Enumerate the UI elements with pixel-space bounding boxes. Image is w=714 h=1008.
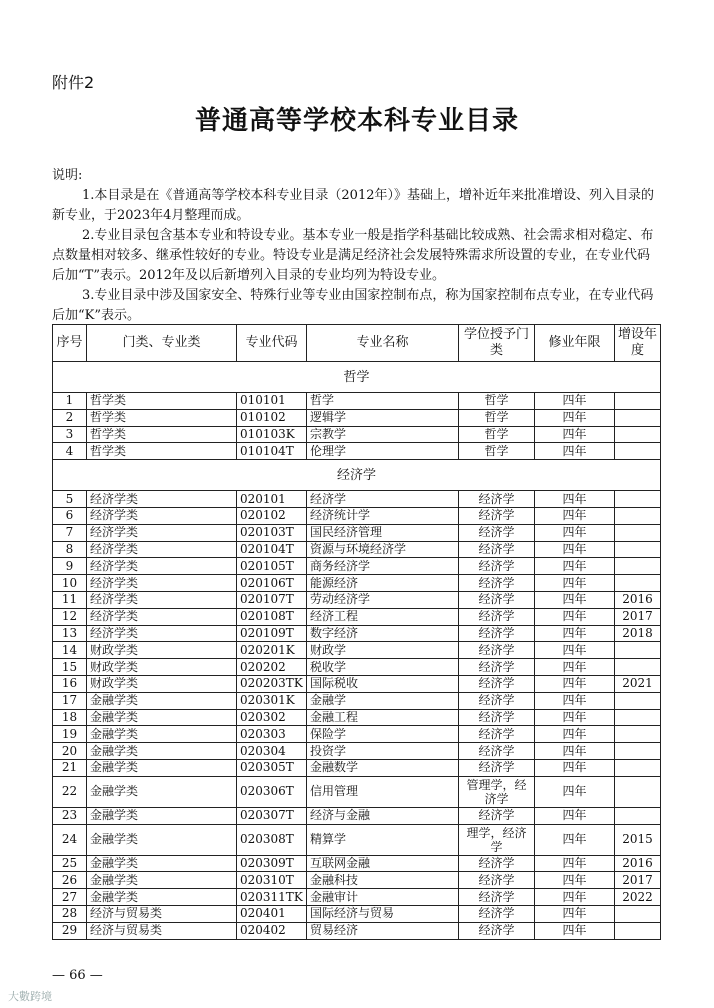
cell-category: 金融学类 <box>87 726 237 743</box>
table-row <box>53 824 661 855</box>
cell-category: 哲学类 <box>87 409 237 426</box>
cell-category: 金融学类 <box>87 776 237 807</box>
table-row <box>53 889 661 906</box>
cell-index: 22 <box>53 776 87 807</box>
table-row <box>53 507 661 524</box>
cell-degree: 经济学 <box>459 642 535 659</box>
group-row <box>53 460 661 491</box>
cell-year-added <box>615 541 661 558</box>
cell-degree: 经济学 <box>459 807 535 824</box>
cell-year-added <box>615 743 661 760</box>
cell-major-name: 经济与金融 <box>307 807 459 824</box>
header-code: 专业代码 <box>237 325 307 362</box>
cell-duration: 四年 <box>535 824 615 855</box>
cell-major-name: 资源与环境经济学 <box>307 541 459 558</box>
group-title: 哲学 <box>53 362 661 393</box>
cell-duration: 四年 <box>535 692 615 709</box>
cell-major-name: 金融审计 <box>307 889 459 906</box>
cell-index: 15 <box>53 659 87 676</box>
table-row <box>53 807 661 824</box>
cell-duration: 四年 <box>535 776 615 807</box>
cell-category: 财政学类 <box>87 659 237 676</box>
cell-duration: 四年 <box>535 807 615 824</box>
table-row <box>53 726 661 743</box>
cell-major-name: 互联网金融 <box>307 855 459 872</box>
cell-year-added: 2015 <box>615 824 661 855</box>
cell-major-name: 财政学 <box>307 642 459 659</box>
cell-index: 4 <box>53 443 87 460</box>
cell-year-added <box>615 558 661 575</box>
cell-year-added: 2016 <box>615 591 661 608</box>
cell-code: 020311TK <box>237 889 307 906</box>
cell-index: 1 <box>53 393 87 410</box>
cell-duration: 四年 <box>535 491 615 508</box>
cell-year-added <box>615 507 661 524</box>
cell-duration: 四年 <box>535 905 615 922</box>
table-row <box>53 743 661 760</box>
header-major-name: 专业名称 <box>307 325 459 362</box>
cell-code: 020106T <box>237 575 307 592</box>
cell-major-name: 经济工程 <box>307 608 459 625</box>
cell-index: 3 <box>53 426 87 443</box>
cell-major-name: 劳动经济学 <box>307 591 459 608</box>
cell-code: 020310T <box>237 872 307 889</box>
watermark: 大數跨境 <box>8 990 52 1003</box>
cell-major-name: 国际税收 <box>307 675 459 692</box>
cell-category: 经济学类 <box>87 558 237 575</box>
cell-category: 金融学类 <box>87 855 237 872</box>
cell-major-name: 国民经济管理 <box>307 524 459 541</box>
cell-category: 金融学类 <box>87 709 237 726</box>
cell-year-added <box>615 922 661 939</box>
cell-degree: 管理学，经济学 <box>459 776 535 807</box>
cell-code: 020202 <box>237 659 307 676</box>
table-row <box>53 675 661 692</box>
cell-index: 20 <box>53 743 87 760</box>
notes-section <box>52 166 662 326</box>
header-degree: 学位授予门类 <box>459 325 535 362</box>
note-item-2: 2.专业目录包含基本专业和特设专业。基本专业一般是指学科基础比较成熟、社会需求相对稳定、布点数量相对较多、继承性较好的专业。特设专业是满足经济社会发展特殊需求所设置的专业，在专业代码后加“T”表示。2012年及以后新增列入目录的专业均列为特设专业。 <box>52 228 654 283</box>
cell-code: 010102 <box>237 409 307 426</box>
table-row <box>53 905 661 922</box>
cell-degree: 经济学 <box>459 608 535 625</box>
cell-category: 哲学类 <box>87 393 237 410</box>
cell-index: 9 <box>53 558 87 575</box>
cell-year-added: 2016 <box>615 855 661 872</box>
cell-year-added <box>615 393 661 410</box>
cell-duration: 四年 <box>535 659 615 676</box>
cell-duration: 四年 <box>535 889 615 906</box>
cell-category: 经济与贸易类 <box>87 905 237 922</box>
cell-degree: 哲学 <box>459 409 535 426</box>
table-body <box>53 362 661 940</box>
cell-code: 020201K <box>237 642 307 659</box>
cell-code: 020302 <box>237 709 307 726</box>
cell-duration: 四年 <box>535 625 615 642</box>
cell-year-added <box>615 759 661 776</box>
cell-category: 财政学类 <box>87 675 237 692</box>
cell-major-name: 金融学 <box>307 692 459 709</box>
cell-category: 金融学类 <box>87 824 237 855</box>
cell-degree: 经济学 <box>459 491 535 508</box>
cell-duration: 四年 <box>535 922 615 939</box>
cell-index: 6 <box>53 507 87 524</box>
cell-index: 12 <box>53 608 87 625</box>
cell-code: 020306T <box>237 776 307 807</box>
cell-year-added: 2021 <box>615 675 661 692</box>
cell-duration: 四年 <box>535 726 615 743</box>
cell-code: 020305T <box>237 759 307 776</box>
table-row <box>53 541 661 558</box>
cell-index: 11 <box>53 591 87 608</box>
table-row <box>53 872 661 889</box>
cell-major-name: 经济学 <box>307 491 459 508</box>
cell-duration: 四年 <box>535 443 615 460</box>
cell-degree: 哲学 <box>459 393 535 410</box>
cell-degree: 经济学 <box>459 675 535 692</box>
cell-major-name: 金融科技 <box>307 872 459 889</box>
cell-category: 经济学类 <box>87 507 237 524</box>
table-row <box>53 855 661 872</box>
cell-major-name: 金融数学 <box>307 759 459 776</box>
cell-duration: 四年 <box>535 409 615 426</box>
cell-degree: 经济学 <box>459 575 535 592</box>
header-index: 序号 <box>53 325 87 362</box>
table-row <box>53 625 661 642</box>
table-row <box>53 922 661 939</box>
cell-year-added <box>615 905 661 922</box>
cell-degree: 经济学 <box>459 591 535 608</box>
cell-year-added <box>615 575 661 592</box>
cell-category: 哲学类 <box>87 426 237 443</box>
cell-degree: 哲学 <box>459 426 535 443</box>
cell-category: 金融学类 <box>87 759 237 776</box>
cell-major-name: 保险学 <box>307 726 459 743</box>
cell-index: 28 <box>53 905 87 922</box>
cell-code: 020107T <box>237 591 307 608</box>
cell-code: 010104T <box>237 443 307 460</box>
header-duration: 修业年限 <box>535 325 615 362</box>
cell-index: 13 <box>53 625 87 642</box>
cell-major-name: 宗教学 <box>307 426 459 443</box>
cell-index: 14 <box>53 642 87 659</box>
table-row <box>53 608 661 625</box>
cell-index: 5 <box>53 491 87 508</box>
cell-code: 020304 <box>237 743 307 760</box>
cell-category: 金融学类 <box>87 872 237 889</box>
group-row <box>53 362 661 393</box>
cell-code: 010103K <box>237 426 307 443</box>
table-row <box>53 759 661 776</box>
cell-duration: 四年 <box>535 642 615 659</box>
cell-major-name: 信用管理 <box>307 776 459 807</box>
table-row <box>53 426 661 443</box>
cell-degree: 经济学 <box>459 905 535 922</box>
cell-year-added <box>615 491 661 508</box>
cell-major-name: 数字经济 <box>307 625 459 642</box>
cell-year-added: 2022 <box>615 889 661 906</box>
cell-year-added <box>615 659 661 676</box>
cell-year-added <box>615 776 661 807</box>
cell-index: 25 <box>53 855 87 872</box>
notes-heading: 说明: <box>52 168 83 183</box>
cell-degree: 经济学 <box>459 524 535 541</box>
cell-code: 020109T <box>237 625 307 642</box>
cell-duration: 四年 <box>535 558 615 575</box>
cell-code: 020308T <box>237 824 307 855</box>
cell-degree: 经济学 <box>459 709 535 726</box>
cell-year-added <box>615 642 661 659</box>
cell-code: 020309T <box>237 855 307 872</box>
header-year-added: 增设年度 <box>615 325 661 362</box>
cell-major-name: 贸易经济 <box>307 922 459 939</box>
cell-code: 020101 <box>237 491 307 508</box>
cell-degree: 经济学 <box>459 743 535 760</box>
table-row <box>53 558 661 575</box>
cell-major-name: 哲学 <box>307 393 459 410</box>
cell-index: 16 <box>53 675 87 692</box>
cell-code: 020402 <box>237 922 307 939</box>
cell-year-added <box>615 709 661 726</box>
cell-index: 26 <box>53 872 87 889</box>
cell-category: 经济学类 <box>87 591 237 608</box>
cell-code: 020105T <box>237 558 307 575</box>
cell-code: 020104T <box>237 541 307 558</box>
cell-category: 经济学类 <box>87 608 237 625</box>
cell-degree: 经济学 <box>459 507 535 524</box>
table-header-row <box>53 325 661 362</box>
cell-index: 8 <box>53 541 87 558</box>
cell-major-name: 经济统计学 <box>307 507 459 524</box>
cell-index: 29 <box>53 922 87 939</box>
page-title: 普通高等学校本科专业目录 <box>194 106 519 136</box>
cell-year-added <box>615 426 661 443</box>
cell-code: 020307T <box>237 807 307 824</box>
cell-code: 020108T <box>237 608 307 625</box>
cell-degree: 经济学 <box>459 759 535 776</box>
cell-degree: 经济学 <box>459 922 535 939</box>
cell-category: 哲学类 <box>87 443 237 460</box>
cell-category: 金融学类 <box>87 692 237 709</box>
cell-major-name: 投资学 <box>307 743 459 760</box>
cell-duration: 四年 <box>535 541 615 558</box>
cell-major-name: 伦理学 <box>307 443 459 460</box>
cell-code: 020203TK <box>237 675 307 692</box>
cell-duration: 四年 <box>535 855 615 872</box>
cell-degree: 经济学 <box>459 726 535 743</box>
cell-index: 7 <box>53 524 87 541</box>
cell-index: 2 <box>53 409 87 426</box>
cell-major-name: 国际经济与贸易 <box>307 905 459 922</box>
cell-year-added: 2017 <box>615 608 661 625</box>
cell-degree: 哲学 <box>459 443 535 460</box>
cell-code: 020401 <box>237 905 307 922</box>
cell-category: 金融学类 <box>87 889 237 906</box>
cell-duration: 四年 <box>535 759 615 776</box>
cell-duration: 四年 <box>535 575 615 592</box>
table-row <box>53 642 661 659</box>
cell-duration: 四年 <box>535 524 615 541</box>
major-catalog-table <box>52 324 661 940</box>
note-item-1: 1.本目录是在《普通高等学校本科专业目录（2012年）》基础上，增补近年来批准增设、列入目录的新专业，于2023年4月整理而成。 <box>52 188 654 223</box>
cell-duration: 四年 <box>535 872 615 889</box>
cell-code: 020303 <box>237 726 307 743</box>
table-row <box>53 692 661 709</box>
cell-code: 020102 <box>237 507 307 524</box>
cell-code: 020301K <box>237 692 307 709</box>
table-row <box>53 709 661 726</box>
cell-year-added: 2018 <box>615 625 661 642</box>
cell-code: 020103T <box>237 524 307 541</box>
cell-category: 经济学类 <box>87 575 237 592</box>
cell-duration: 四年 <box>535 591 615 608</box>
cell-year-added <box>615 443 661 460</box>
cell-duration: 四年 <box>535 426 615 443</box>
cell-category: 经济学类 <box>87 541 237 558</box>
cell-category: 经济学类 <box>87 491 237 508</box>
cell-degree: 经济学 <box>459 659 535 676</box>
cell-duration: 四年 <box>535 393 615 410</box>
cell-category: 财政学类 <box>87 642 237 659</box>
cell-index: 27 <box>53 889 87 906</box>
cell-code: 010101 <box>237 393 307 410</box>
cell-degree: 经济学 <box>459 558 535 575</box>
cell-index: 19 <box>53 726 87 743</box>
table-row <box>53 591 661 608</box>
cell-index: 10 <box>53 575 87 592</box>
cell-index: 17 <box>53 692 87 709</box>
cell-index: 21 <box>53 759 87 776</box>
cell-category: 金融学类 <box>87 743 237 760</box>
table-row <box>53 409 661 426</box>
table-row <box>53 393 661 410</box>
cell-duration: 四年 <box>535 743 615 760</box>
cell-year-added <box>615 692 661 709</box>
table-row <box>53 659 661 676</box>
attachment-label: 附件2 <box>52 73 95 92</box>
cell-duration: 四年 <box>535 608 615 625</box>
cell-degree: 理学，经济学 <box>459 824 535 855</box>
cell-index: 23 <box>53 807 87 824</box>
cell-index: 24 <box>53 824 87 855</box>
note-item-3: 3.专业目录中涉及国家安全、特殊行业等专业由国家控制布点，称为国家控制布点专业，在专业代码后加“K”表示。 <box>52 288 654 323</box>
table-row <box>53 443 661 460</box>
cell-major-name: 能源经济 <box>307 575 459 592</box>
cell-duration: 四年 <box>535 709 615 726</box>
cell-duration: 四年 <box>535 507 615 524</box>
group-title: 经济学 <box>53 460 661 491</box>
table-row <box>53 524 661 541</box>
cell-degree: 经济学 <box>459 855 535 872</box>
header-category: 门类、专业类 <box>87 325 237 362</box>
table-row <box>53 491 661 508</box>
cell-degree: 经济学 <box>459 541 535 558</box>
cell-category: 经济学类 <box>87 625 237 642</box>
cell-degree: 经济学 <box>459 889 535 906</box>
cell-category: 经济与贸易类 <box>87 922 237 939</box>
table-row <box>53 776 661 807</box>
cell-degree: 经济学 <box>459 625 535 642</box>
cell-category: 金融学类 <box>87 807 237 824</box>
cell-year-added <box>615 409 661 426</box>
cell-major-name: 税收学 <box>307 659 459 676</box>
cell-degree: 经济学 <box>459 692 535 709</box>
cell-major-name: 逻辑学 <box>307 409 459 426</box>
cell-index: 18 <box>53 709 87 726</box>
cell-degree: 经济学 <box>459 872 535 889</box>
page-number: — 66 — <box>52 968 103 983</box>
table-row <box>53 575 661 592</box>
cell-year-added <box>615 524 661 541</box>
cell-major-name: 金融工程 <box>307 709 459 726</box>
cell-year-added: 2017 <box>615 872 661 889</box>
cell-category: 经济学类 <box>87 524 237 541</box>
cell-major-name: 精算学 <box>307 824 459 855</box>
cell-duration: 四年 <box>535 675 615 692</box>
cell-year-added <box>615 726 661 743</box>
cell-year-added <box>615 807 661 824</box>
cell-major-name: 商务经济学 <box>307 558 459 575</box>
